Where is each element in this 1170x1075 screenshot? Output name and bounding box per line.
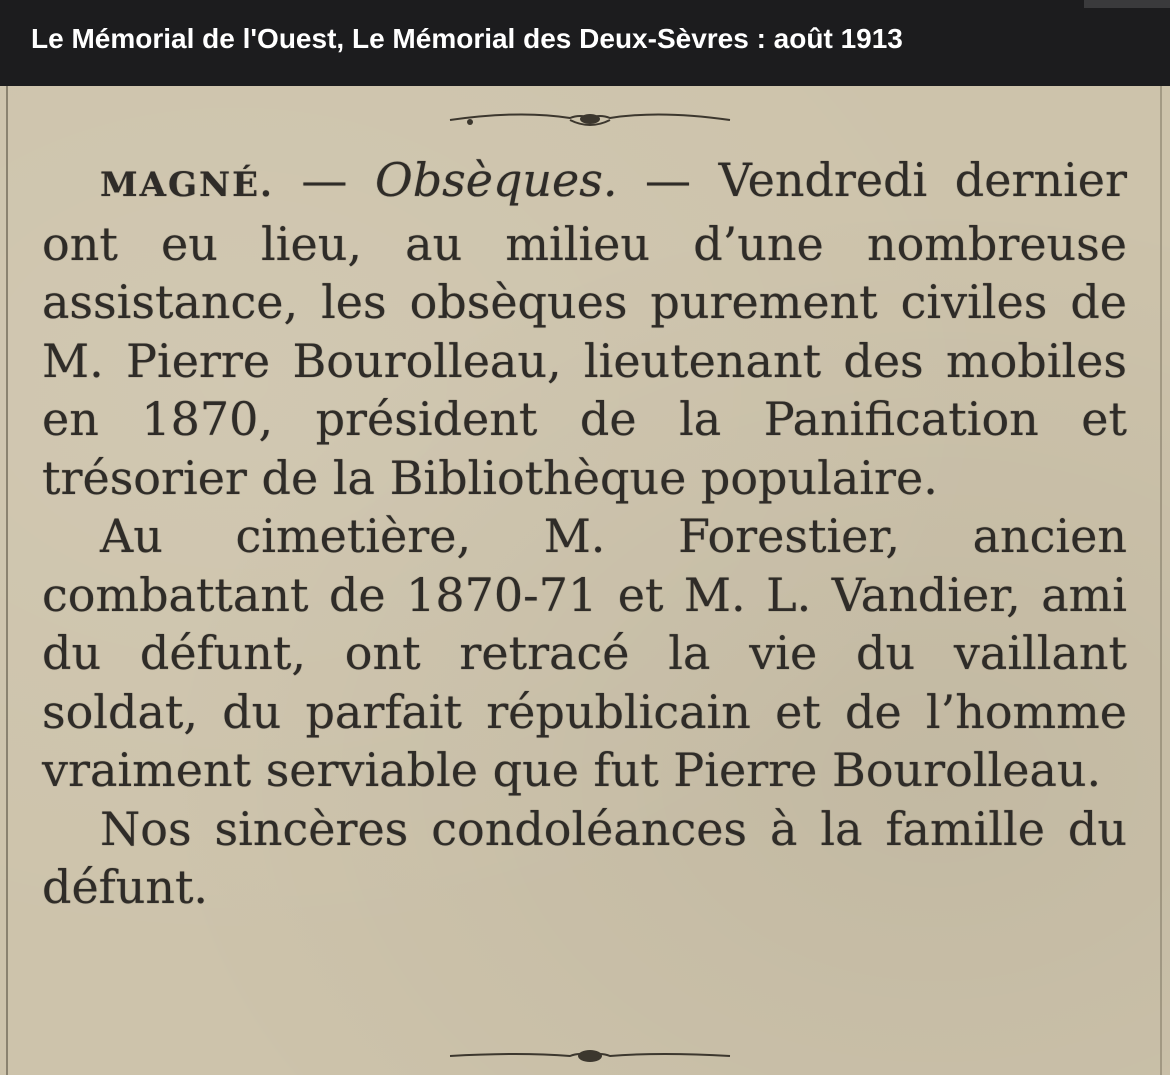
window-titlebar [0,0,1170,86]
article-paragraph-1-text: Vendredi dernier ont eu lieu, au milieu d’une nombreuse assistance, les obsèques purement civiles de M. Pierre Bourolleau, lieutenant des mobiles en 1870, président de la Panification et trésorier de la Bibliothèque populaire. [42,153,1128,505]
ornament-divider-bottom-icon [440,1042,740,1072]
article-body [42,151,1127,917]
article-place: MAGNÉ. [100,165,274,205]
article-dash-1: — [273,153,375,207]
window-title: Le Mémorial de l'Ouest, Le Mémorial des Deux-Sèvres : août 1913 [31,23,903,54]
article-paragraph-1 [42,151,1127,507]
article-heading: Obsèques. [374,153,618,207]
newspaper-clipping [0,86,1170,1075]
column-rule-left [6,86,8,1075]
titlebar-corner-decoration [1084,0,1170,8]
article-paragraph-3: Nos sincères condoléances à la famille du défunt. [42,801,1127,914]
article-dash-2: — [617,153,719,207]
article-paragraph-2: Au cimetière, M. Forestier, ancien combattant de 1870-71 et M. L. Vandier, ami du défunt, ont retracé la vie du vaillant soldat, du parfait républicain et de l’homme vraiment serviable que fut Pierre Bourolleau. [42,509,1127,797]
column-rule-right [1160,86,1162,1075]
ornament-divider-top-icon [440,104,740,134]
